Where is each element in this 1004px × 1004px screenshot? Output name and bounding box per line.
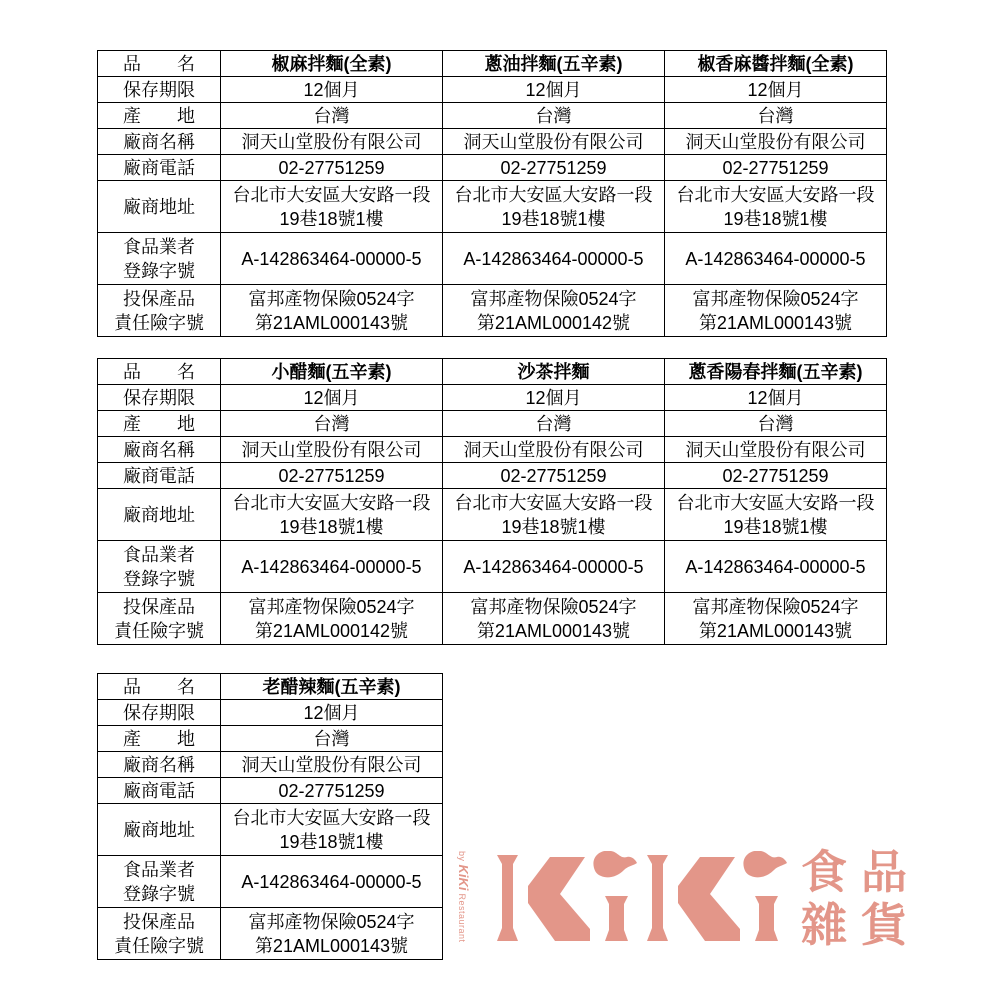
- insurance-line1: 富邦產物保險0524字: [692, 596, 859, 617]
- registration-number-cell: A-142863464-00000-5: [221, 541, 443, 593]
- row-label-manufacturer-address: 廠商地址: [98, 181, 221, 233]
- product-name-cell: 椒香麻醬拌麵(全素): [665, 51, 887, 77]
- registration-label-line1: 食品業者: [123, 544, 195, 565]
- insurance-label-line2: 責任險字號: [114, 312, 204, 333]
- registration-number-cell: A-142863464-00000-5: [665, 541, 887, 593]
- kiki-letter-k2: [647, 855, 740, 941]
- logo-tagline-char: 品: [861, 847, 907, 898]
- insurance-line2: 第21AML000142號: [476, 312, 631, 333]
- manufacturer-name-cell: 洞天山堂股份有限公司: [443, 437, 665, 463]
- shelf-life-cell: 12個月: [443, 385, 665, 411]
- address-line1: 台北市大安區大安路一段: [232, 807, 431, 828]
- registration-number-cell: A-142863464-00000-5: [221, 233, 443, 285]
- row-label-food-business-registration: [98, 541, 221, 593]
- product-name-cell: 蔥香陽春拌麵(五辛素): [665, 359, 887, 385]
- registration-label-line1: 食品業者: [123, 236, 195, 257]
- shelf-life-cell: 12個月: [665, 385, 887, 411]
- product-spec-table-1: [97, 50, 887, 337]
- row-label-origin: 產 地: [98, 103, 221, 129]
- shelf-life-cell: 12個月: [221, 77, 443, 103]
- row-label-product-liability-insurance: [98, 285, 221, 337]
- origin-cell: 台灣: [665, 411, 887, 437]
- address-line1: 台北市大安區大安路一段: [454, 184, 653, 205]
- kiki-wordmark: [497, 851, 787, 945]
- shelf-life-cell: 12個月: [221, 700, 443, 726]
- row-label-manufacturer-phone: 廠商電話: [98, 155, 221, 181]
- insurance-number-cell: [221, 908, 443, 960]
- insurance-line1: 富邦產物保險0524字: [248, 911, 415, 932]
- registration-label-line1: 食品業者: [123, 859, 195, 880]
- manufacturer-address-cell: [221, 804, 443, 856]
- product-spec-table-3: [97, 673, 443, 960]
- manufacturer-address-cell: [443, 181, 665, 233]
- row-label-manufacturer-phone: 廠商電話: [98, 778, 221, 804]
- row-label-product-name: 品 名: [98, 674, 221, 700]
- address-line1: 台北市大安區大安路一段: [232, 184, 431, 205]
- row-label-product-liability-insurance: [98, 593, 221, 645]
- manufacturer-address-cell: [443, 489, 665, 541]
- insurance-label-line1: 投保產品: [123, 911, 195, 932]
- insurance-line2: 第21AML000143號: [254, 312, 409, 333]
- registration-number-cell: A-142863464-00000-5: [221, 856, 443, 908]
- product-name-cell: 老醋辣麵(五辛素): [221, 674, 443, 700]
- manufacturer-phone-cell: 02-27751259: [221, 155, 443, 181]
- address-line2: 19巷18號1樓: [279, 208, 384, 229]
- insurance-label-line2: 責任險字號: [114, 935, 204, 956]
- address-line1: 台北市大安區大安路一段: [454, 492, 653, 513]
- insurance-number-cell: [221, 593, 443, 645]
- registration-number-cell: A-142863464-00000-5: [665, 233, 887, 285]
- row-label-shelf-life: 保存期限: [98, 385, 221, 411]
- kiki-letter-k1: [497, 855, 590, 941]
- row-label-product-name: 品 名: [98, 359, 221, 385]
- logo-byline-by: by: [457, 851, 467, 862]
- address-line2: 19巷18號1樓: [723, 516, 828, 537]
- row-label-product-liability-insurance: [98, 908, 221, 960]
- row-label-manufacturer-name: 廠商名稱: [98, 752, 221, 778]
- address-line2: 19巷18號1樓: [279, 831, 384, 852]
- insurance-label-line1: 投保產品: [123, 596, 195, 617]
- logo-byline-brand: KiKi: [456, 864, 471, 891]
- logo-tagline-char: 貨: [861, 900, 907, 951]
- registration-label-line2: 登錄字號: [123, 568, 195, 589]
- insurance-line1: 富邦產物保險0524字: [470, 288, 637, 309]
- product-name-cell: 沙茶拌麵: [443, 359, 665, 385]
- manufacturer-phone-cell: 02-27751259: [221, 778, 443, 804]
- product-spec-table-2: [97, 358, 887, 645]
- row-label-origin: 產 地: [98, 726, 221, 752]
- shelf-life-cell: 12個月: [221, 385, 443, 411]
- insurance-line2: 第21AML000143號: [698, 312, 853, 333]
- row-label-food-business-registration: [98, 856, 221, 908]
- insurance-line1: 富邦產物保險0524字: [248, 288, 415, 309]
- logo-tagline-char: 雜: [801, 900, 847, 951]
- address-line2: 19巷18號1樓: [723, 208, 828, 229]
- row-label-manufacturer-name: 廠商名稱: [98, 437, 221, 463]
- manufacturer-address-cell: [665, 489, 887, 541]
- manufacturer-phone-cell: 02-27751259: [665, 155, 887, 181]
- row-label-food-business-registration: [98, 233, 221, 285]
- kiki-letter-i1: [593, 851, 637, 941]
- manufacturer-name-cell: 洞天山堂股份有限公司: [665, 129, 887, 155]
- row-label-shelf-life: 保存期限: [98, 700, 221, 726]
- shelf-life-cell: 12個月: [665, 77, 887, 103]
- insurance-label-line1: 投保產品: [123, 288, 195, 309]
- origin-cell: 台灣: [221, 411, 443, 437]
- manufacturer-address-cell: [221, 489, 443, 541]
- insurance-line1: 富邦產物保險0524字: [692, 288, 859, 309]
- insurance-line2: 第21AML000143號: [698, 620, 853, 641]
- manufacturer-name-cell: 洞天山堂股份有限公司: [221, 129, 443, 155]
- logo-tagline: [799, 848, 909, 950]
- manufacturer-address-cell: [221, 181, 443, 233]
- manufacturer-name-cell: 洞天山堂股份有限公司: [221, 437, 443, 463]
- insurance-number-cell: [665, 593, 887, 645]
- manufacturer-phone-cell: 02-27751259: [665, 463, 887, 489]
- address-line1: 台北市大安區大安路一段: [676, 492, 875, 513]
- manufacturer-phone-cell: 02-27751259: [221, 463, 443, 489]
- origin-cell: 台灣: [665, 103, 887, 129]
- insurance-number-cell: [443, 593, 665, 645]
- registration-label-line2: 登錄字號: [123, 883, 195, 904]
- manufacturer-address-cell: [665, 181, 887, 233]
- kiki-letter-i2: [743, 851, 787, 941]
- registration-number-cell: A-142863464-00000-5: [443, 541, 665, 593]
- row-label-origin: 產 地: [98, 411, 221, 437]
- origin-cell: 台灣: [221, 103, 443, 129]
- registration-number-cell: A-142863464-00000-5: [443, 233, 665, 285]
- address-line1: 台北市大安區大安路一段: [676, 184, 875, 205]
- registration-label-line2: 登錄字號: [123, 260, 195, 281]
- address-line2: 19巷18號1樓: [279, 516, 384, 537]
- row-label-manufacturer-phone: 廠商電話: [98, 463, 221, 489]
- address-line1: 台北市大安區大安路一段: [232, 492, 431, 513]
- manufacturer-name-cell: 洞天山堂股份有限公司: [221, 752, 443, 778]
- logo-byline-restaurant: Restaurant: [457, 893, 467, 943]
- address-line2: 19巷18號1樓: [501, 208, 606, 229]
- row-label-manufacturer-address: 廠商地址: [98, 489, 221, 541]
- row-label-manufacturer-address: 廠商地址: [98, 804, 221, 856]
- manufacturer-name-cell: 洞天山堂股份有限公司: [443, 129, 665, 155]
- insurance-number-cell: [443, 285, 665, 337]
- origin-cell: 台灣: [443, 411, 665, 437]
- product-name-cell: 小醋麵(五辛素): [221, 359, 443, 385]
- logo-tagline-char: 食: [801, 847, 847, 898]
- insurance-line2: 第21AML000143號: [254, 935, 409, 956]
- row-label-shelf-life: 保存期限: [98, 77, 221, 103]
- manufacturer-phone-cell: 02-27751259: [443, 155, 665, 181]
- manufacturer-name-cell: 洞天山堂股份有限公司: [665, 437, 887, 463]
- logo-byline: [456, 851, 469, 961]
- insurance-line2: 第21AML000143號: [476, 620, 631, 641]
- shelf-life-cell: 12個月: [443, 77, 665, 103]
- manufacturer-phone-cell: 02-27751259: [443, 463, 665, 489]
- origin-cell: 台灣: [443, 103, 665, 129]
- insurance-line2: 第21AML000142號: [254, 620, 409, 641]
- address-line2: 19巷18號1樓: [501, 516, 606, 537]
- row-label-product-name: 品 名: [98, 51, 221, 77]
- row-label-manufacturer-name: 廠商名稱: [98, 129, 221, 155]
- product-name-cell: 蔥油拌麵(五辛素): [443, 51, 665, 77]
- insurance-label-line2: 責任險字號: [114, 620, 204, 641]
- product-name-cell: 椒麻拌麵(全素): [221, 51, 443, 77]
- origin-cell: 台灣: [221, 726, 443, 752]
- insurance-number-cell: [665, 285, 887, 337]
- insurance-number-cell: [221, 285, 443, 337]
- insurance-line1: 富邦產物保險0524字: [248, 596, 415, 617]
- insurance-line1: 富邦產物保險0524字: [470, 596, 637, 617]
